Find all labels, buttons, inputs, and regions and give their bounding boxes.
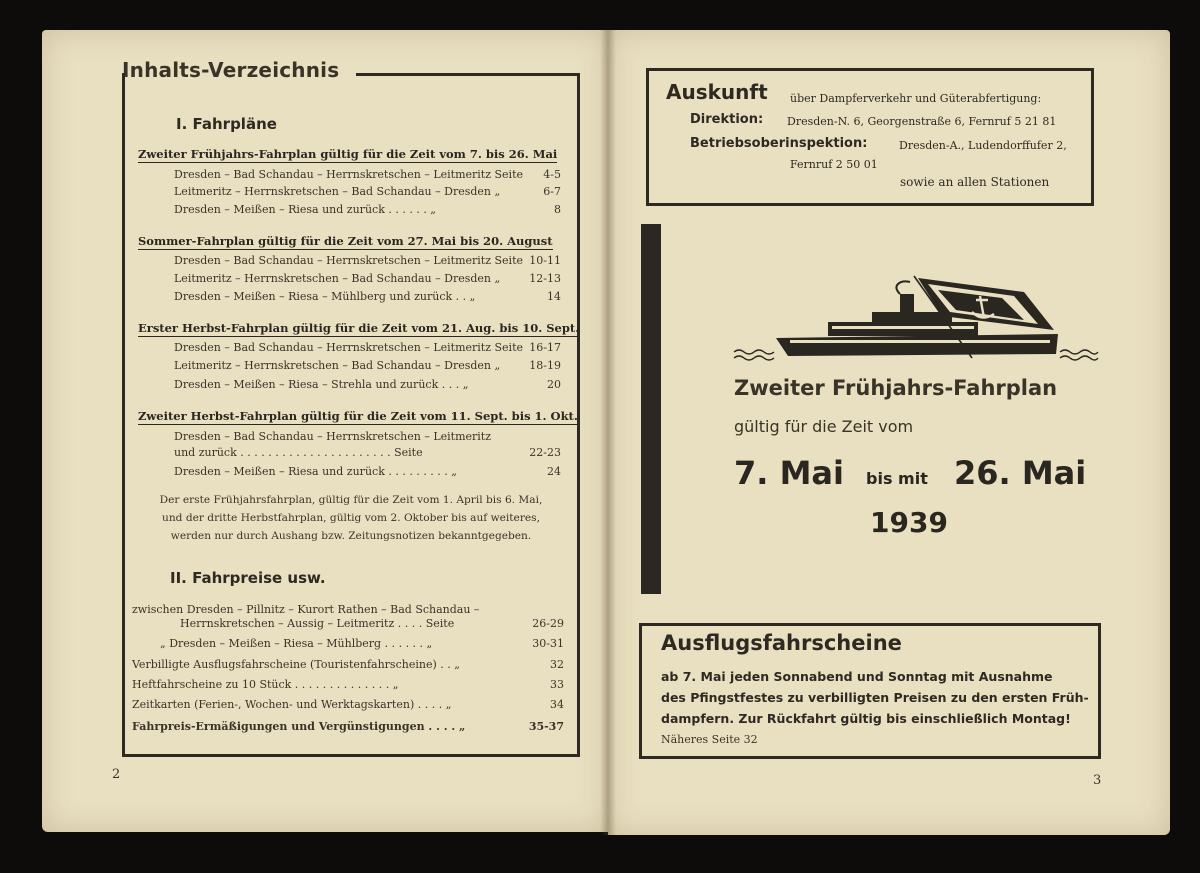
fernruf-text: Fernruf 2 50 01 bbox=[790, 158, 878, 171]
direktion-label: Direktion: bbox=[690, 112, 764, 127]
toc-row-route: Dresden – Bad Schandau – Herrnskretschen – Leitmeritz bbox=[174, 430, 492, 443]
toc-row-pages: 24 bbox=[547, 465, 561, 478]
toc-row-pages: 4-5 bbox=[543, 168, 561, 181]
direktion-text: Dresden-N. 6, Georgenstraße 6, Fernruf 5 21 81 bbox=[787, 115, 1057, 128]
fare-label: „ Dresden – Meißen – Riesa – Mühlberg . . . . . . „ bbox=[160, 637, 433, 650]
plan-heading: Erster Herbst-Fahrplan gültig für die Zeit vom 21. Aug. bis 10. Sept. bbox=[138, 321, 580, 335]
fare-row bbox=[132, 658, 564, 671]
plan-heading: Zweiter Frühjahrs-Fahrplan gültig für die Zeit vom 7. bis 26. Mai bbox=[138, 147, 558, 161]
fare-label: Zeitkarten (Ferien-, Wochen- und Werktagskarten) . . . . „ bbox=[132, 698, 452, 711]
plan-heading: Zweiter Herbst-Fahrplan gültig für die Zeit vom 11. Sept. bis 1. Okt. bbox=[138, 409, 578, 423]
fare-pages: 26-29 bbox=[532, 617, 564, 630]
fare-pages: 32 bbox=[550, 658, 564, 671]
inspektion-label: Betriebsoberinspektion: bbox=[690, 136, 868, 151]
section-fahrpreise-title: II. Fahrpreise usw. bbox=[170, 569, 326, 587]
toc-row-pages: 12-13 bbox=[529, 272, 561, 285]
fare-row bbox=[132, 603, 564, 616]
toc-row-route: Dresden – Bad Schandau – Herrnskretschen – Leitmeritz Seite bbox=[174, 341, 523, 354]
toc-row-pages: 20 bbox=[547, 378, 561, 391]
toc-row bbox=[174, 446, 561, 459]
fare-label: Verbilligte Ausflugsfahrscheine (Touristenfahrscheine) . . „ bbox=[132, 658, 460, 671]
info-title: Auskunft bbox=[666, 80, 768, 104]
fare-pages: 35-37 bbox=[528, 720, 564, 733]
toc-heading: Inhalts-Verzeichnis bbox=[122, 58, 340, 82]
section-fahrplaene-title: I. Fahrpläne bbox=[176, 115, 277, 133]
plan-title: Zweiter Frühjahrs-Fahrplan bbox=[734, 376, 1058, 400]
note-line: Der erste Frühjahrsfahrplan, gültig für die Zeit vom 1. April bis 6. Mai, bbox=[159, 494, 543, 506]
fare-row bbox=[132, 678, 564, 691]
toc-row bbox=[174, 168, 561, 181]
toc-row bbox=[174, 430, 561, 443]
toc-row bbox=[174, 290, 561, 303]
decorative-bar bbox=[641, 224, 661, 594]
excursion-more: Näheres Seite 32 bbox=[661, 733, 758, 746]
plan-heading: Sommer-Fahrplan gültig für die Zeit vom 27. Mai bis 20. August bbox=[138, 234, 553, 248]
fare-row bbox=[160, 637, 564, 650]
toc-row bbox=[174, 378, 561, 391]
fare-label: Fahrpreis-Ermäßigungen und Vergünstigungen . . . . „ bbox=[132, 720, 466, 733]
toc-row-route: Leitmeritz – Herrnskretschen – Bad Schandau – Dresden „ bbox=[174, 359, 501, 372]
book-gutter bbox=[600, 30, 616, 835]
toc-row-route: Leitmeritz – Herrnskretschen – Bad Schandau – Dresden „ bbox=[174, 272, 501, 285]
excursion-line: dampfern. Zur Rückfahrt gültig bis einschließlich Montag! bbox=[661, 711, 1071, 726]
date-from: 7. Mai bbox=[734, 454, 844, 492]
toc-row bbox=[174, 185, 561, 198]
excursion-title: Ausflugsfahrscheine bbox=[661, 631, 902, 655]
toc-row-pages: 16-17 bbox=[529, 341, 561, 354]
toc-row bbox=[174, 341, 561, 354]
bis-mit: bis mit bbox=[866, 469, 928, 488]
toc-row-route: Dresden – Meißen – Riesa und zurück . . . . . . . . . „ bbox=[174, 465, 457, 478]
toc-row-pages: 22-23 bbox=[529, 446, 561, 459]
note-line: und der dritte Herbstfahrplan, gültig vom 2. Oktober bis auf weiteres, bbox=[162, 512, 540, 524]
toc-row-route: Dresden – Meißen – Riesa und zurück . . . . . . „ bbox=[174, 203, 437, 216]
toc-row-route: und zurück . . . . . . . . . . . . . . . . . . . . . . Seite bbox=[174, 446, 423, 459]
toc-row bbox=[174, 359, 561, 372]
page-number-left: 2 bbox=[112, 767, 121, 782]
fare-pages: 34 bbox=[550, 698, 564, 711]
steamship-illustration bbox=[732, 272, 1100, 364]
fare-row bbox=[180, 617, 564, 630]
toc-note bbox=[135, 491, 567, 545]
fare-label: Herrnskretschen – Aussig – Leitmeritz . . . . Seite bbox=[180, 617, 455, 630]
info-title-suffix: über Dampferverkehr und Güterabfertigung: bbox=[790, 92, 1042, 105]
fare-row bbox=[132, 698, 564, 711]
toc-row-route: Leitmeritz – Herrnskretschen – Bad Schandau – Dresden „ bbox=[174, 185, 501, 198]
year: 1939 bbox=[870, 506, 948, 539]
toc-row bbox=[174, 203, 561, 216]
toc-row-pages: 14 bbox=[547, 290, 561, 303]
toc-row-route: Dresden – Bad Schandau – Herrnskretschen – Leitmeritz Seite bbox=[174, 168, 523, 181]
toc-row bbox=[174, 254, 561, 267]
toc-row bbox=[174, 465, 561, 478]
toc-row-route: Dresden – Meißen – Riesa – Mühlberg und zurück . . „ bbox=[174, 290, 476, 303]
fare-label: zwischen Dresden – Pillnitz – Kurort Rathen – Bad Schandau – bbox=[132, 603, 480, 616]
toc-row-pages: 6-7 bbox=[543, 185, 561, 198]
toc-row-pages: 18-19 bbox=[529, 359, 561, 372]
fare-pages: 33 bbox=[550, 678, 564, 691]
toc-row-route: Dresden – Bad Schandau – Herrnskretschen – Leitmeritz Seite bbox=[174, 254, 523, 267]
note-line: werden nur durch Aushang bzw. Zeitungsnotizen bekanntgegeben. bbox=[170, 530, 532, 542]
inspektion-text: Dresden-A., Ludendorffufer 2, bbox=[899, 139, 1067, 152]
plan-subtitle: gültig für die Zeit vom bbox=[734, 417, 914, 436]
fare-label: Heftfahrscheine zu 10 Stück . . . . . . . . . . . . . . „ bbox=[132, 678, 399, 691]
toc-row-pages: 8 bbox=[554, 203, 561, 216]
toc-row-route: Dresden – Meißen – Riesa – Strehla und zurück . . . „ bbox=[174, 378, 469, 391]
fare-row bbox=[132, 720, 564, 733]
excursion-line: des Pfingstfestes zu verbilligten Preisen zu den ersten Früh- bbox=[661, 690, 1089, 705]
date-to: 26. Mai bbox=[954, 454, 1087, 492]
excursion-line: ab 7. Mai jeden Sonnabend und Sonntag mit Ausnahme bbox=[661, 669, 1053, 684]
page-number-right: 3 bbox=[1093, 773, 1102, 788]
toc-row bbox=[174, 272, 561, 285]
toc-frame-top-rule bbox=[356, 73, 580, 76]
stations-text: sowie an allen Stationen bbox=[900, 175, 1050, 189]
fare-pages: 30-31 bbox=[532, 637, 564, 650]
toc-row-pages: 10-11 bbox=[529, 254, 561, 267]
